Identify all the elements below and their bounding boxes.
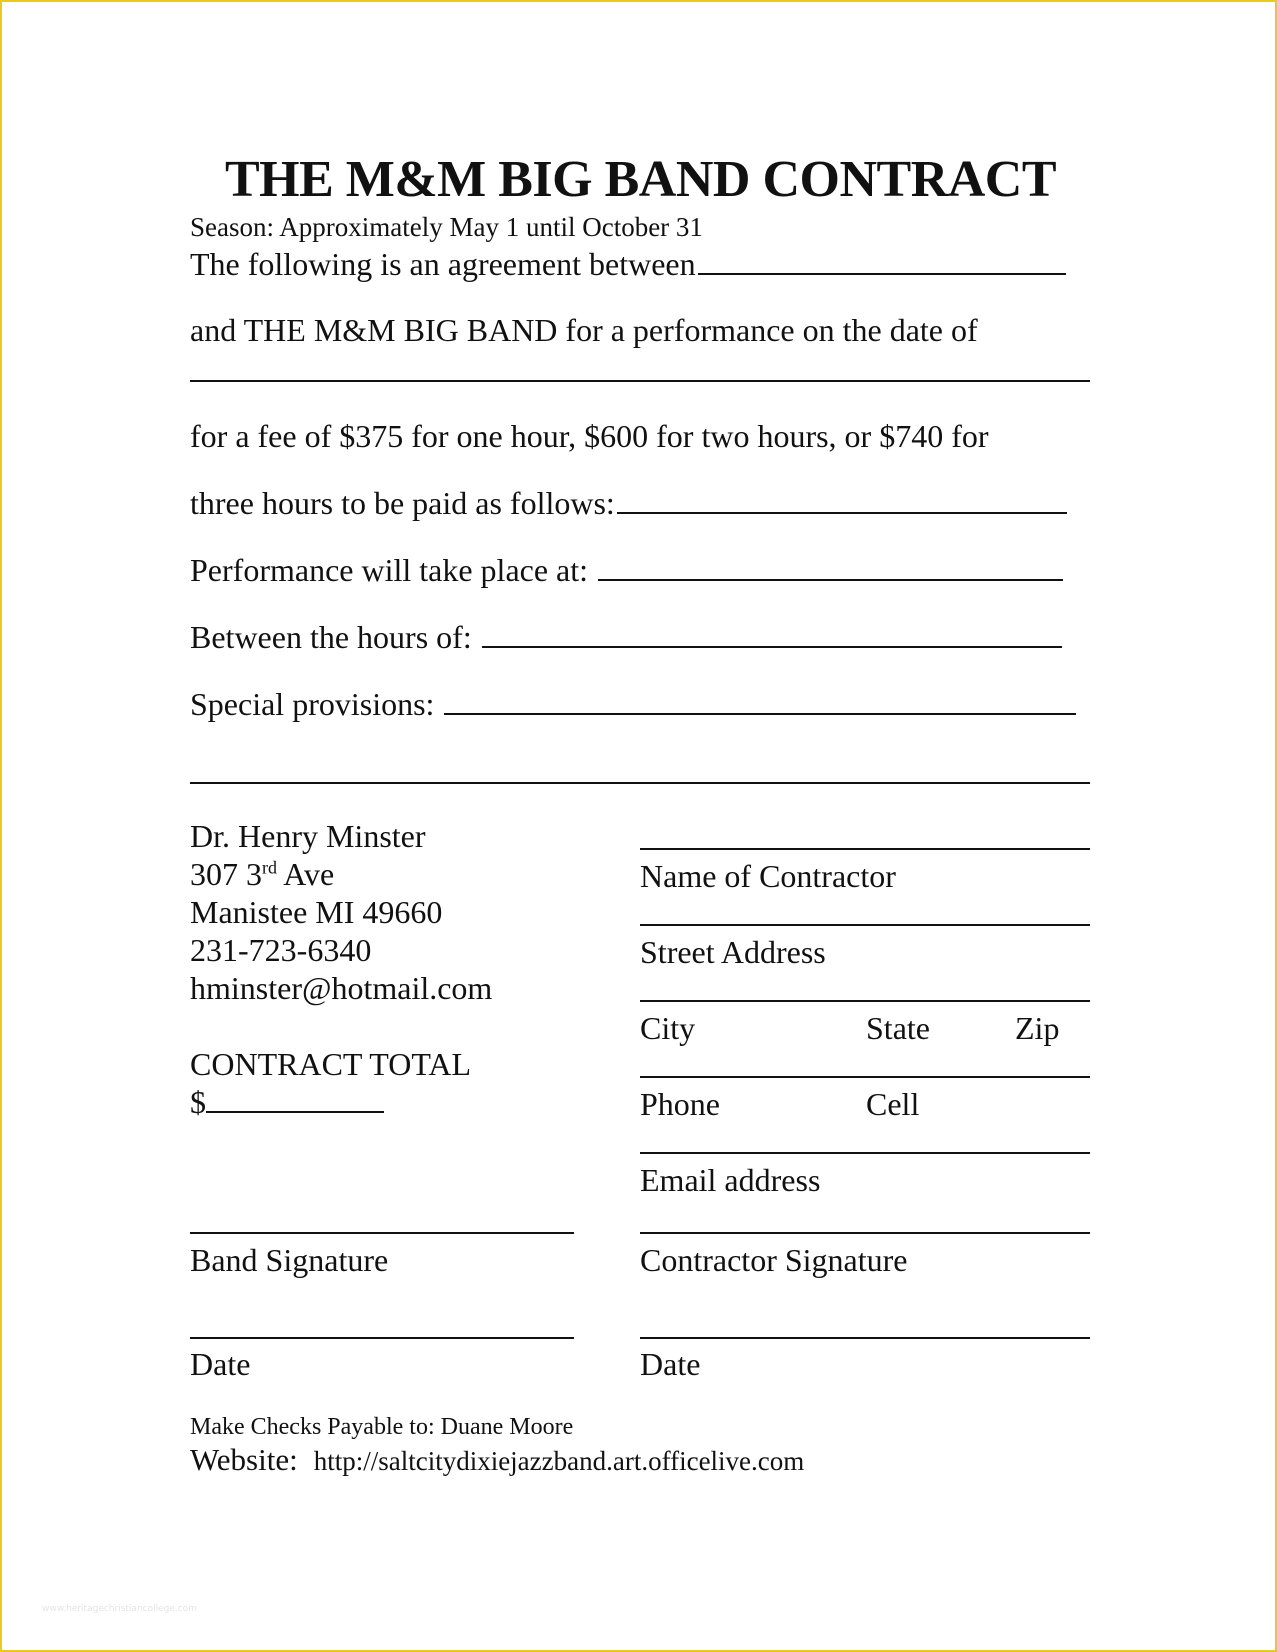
street-number: 307 3	[190, 856, 262, 892]
band-contact-street	[190, 856, 334, 893]
watermark-text: www.heritagechristiancollege.com	[42, 1604, 197, 1614]
contractor-phone-label: Phone	[640, 1086, 720, 1122]
contractor-email-label: Email address	[640, 1162, 821, 1198]
payment-line	[190, 485, 1067, 522]
agreement-line	[190, 246, 1066, 283]
payment-terms-blank[interactable]	[617, 512, 1067, 514]
contractor-city-state-zip-blank[interactable]	[640, 1000, 1090, 1002]
provisions-text: Special provisions:	[190, 686, 435, 722]
band-contact-phone: 231-723-6340	[190, 932, 372, 968]
contractor-email-blank[interactable]	[640, 1152, 1090, 1154]
contract-total-line	[190, 1084, 384, 1121]
website-line	[190, 1442, 804, 1478]
contractor-city-label: City	[640, 1010, 696, 1046]
hours-text: Between the hours of:	[190, 619, 472, 655]
fee-line: for a fee of $375 for one hour, $600 for two hours, or $740 for	[190, 418, 989, 454]
website-label: Website:	[190, 1442, 298, 1477]
provisions-line	[190, 686, 1076, 723]
contract-total-blank[interactable]	[206, 1111, 384, 1113]
contractor-state-label: State	[866, 1010, 930, 1046]
contractor-date-label: Date	[640, 1346, 701, 1382]
website-link[interactable]: http://saltcitydixiejazzband.art.officelive.com	[313, 1446, 805, 1476]
performance-date-blank[interactable]	[190, 380, 1090, 382]
payment-text: three hours to be paid as follows:	[190, 485, 615, 521]
band-contact-city: Manistee MI 49660	[190, 894, 443, 930]
contractor-date-blank[interactable]	[640, 1337, 1090, 1339]
contractor-street-label: Street Address	[640, 934, 826, 970]
party-name-blank[interactable]	[698, 273, 1066, 275]
place-blank[interactable]	[598, 579, 1063, 581]
street-ordinal: rd	[262, 857, 277, 878]
band-signature-blank[interactable]	[190, 1232, 574, 1234]
band-contact-name: Dr. Henry Minster	[190, 818, 426, 854]
contractor-phone-blank[interactable]	[640, 1076, 1090, 1078]
contractor-cell-label: Cell	[866, 1086, 920, 1122]
contractor-zip-label: Zip	[1015, 1010, 1060, 1046]
document-title: THE M&M BIG BAND CONTRACT	[224, 151, 1057, 208]
band-date-blank[interactable]	[190, 1337, 574, 1339]
checks-payable-line: Make Checks Payable to: Duane Moore	[190, 1414, 574, 1440]
performance-date-text: and THE M&M BIG BAND for a performance on the date of	[190, 312, 978, 348]
currency-sign: $	[190, 1084, 206, 1120]
contract-total-label: CONTRACT TOTAL	[190, 1046, 472, 1082]
contractor-street-blank[interactable]	[640, 924, 1090, 926]
band-signature-label: Band Signature	[190, 1242, 389, 1278]
contractor-signature-label: Contractor Signature	[640, 1242, 908, 1278]
band-date-label: Date	[190, 1346, 251, 1382]
season-line: Season: Approximately May 1 until October 31	[190, 212, 703, 242]
hours-blank[interactable]	[482, 646, 1062, 648]
hours-line	[190, 619, 1062, 656]
contractor-name-label: Name of Contractor	[640, 858, 896, 894]
band-contact-email: hminster@hotmail.com	[190, 970, 493, 1006]
agreement-text: The following is an agreement between	[190, 246, 696, 282]
provisions-second-blank[interactable]	[190, 782, 1090, 784]
contractor-name-blank[interactable]	[640, 848, 1090, 850]
street-name: Ave	[277, 856, 335, 892]
provisions-blank[interactable]	[444, 713, 1076, 715]
place-text: Performance will take place at:	[190, 552, 589, 588]
place-line	[190, 552, 1063, 589]
contractor-signature-blank[interactable]	[640, 1232, 1090, 1234]
